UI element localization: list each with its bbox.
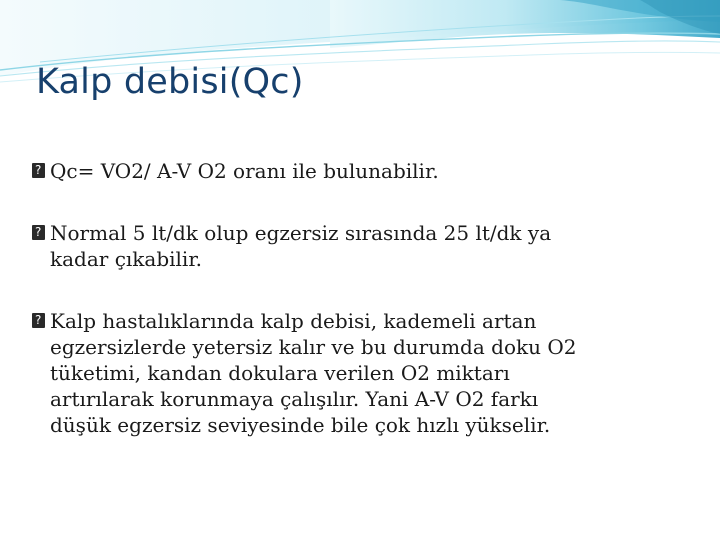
bullet-item-3 (32, 308, 682, 438)
bullet-text-3: Kalp hastalıklarında kalp debisi, kademeli artan egzersizlerde yetersiz kalır ve bu durumda doku O2 tüketimi, kandan dokulara verilen O2 miktarı artırılarak korunmaya çalışılır. Yani A-V O2 farkı düşük egzersiz seviyesinde bile çok hızlı yükselir. (50, 309, 577, 437)
bullet-item-2 (32, 220, 682, 272)
bullet-glyph-icon (32, 225, 45, 240)
bullet-text-1: Qc= VO2/ A-V O2 oranı ile bulunabilir. (50, 159, 439, 183)
bullet-list (32, 158, 682, 438)
bullet-glyph-icon (32, 163, 45, 178)
bullet-glyph-icon (32, 313, 45, 328)
bullet-text-2: Normal 5 lt/dk olup egzersiz sırasında 25 lt/dk ya kadar çıkabilir. (50, 221, 552, 271)
slide-title: Kalp debisi(Qc) (36, 62, 304, 102)
bullet-item-1 (32, 158, 682, 184)
